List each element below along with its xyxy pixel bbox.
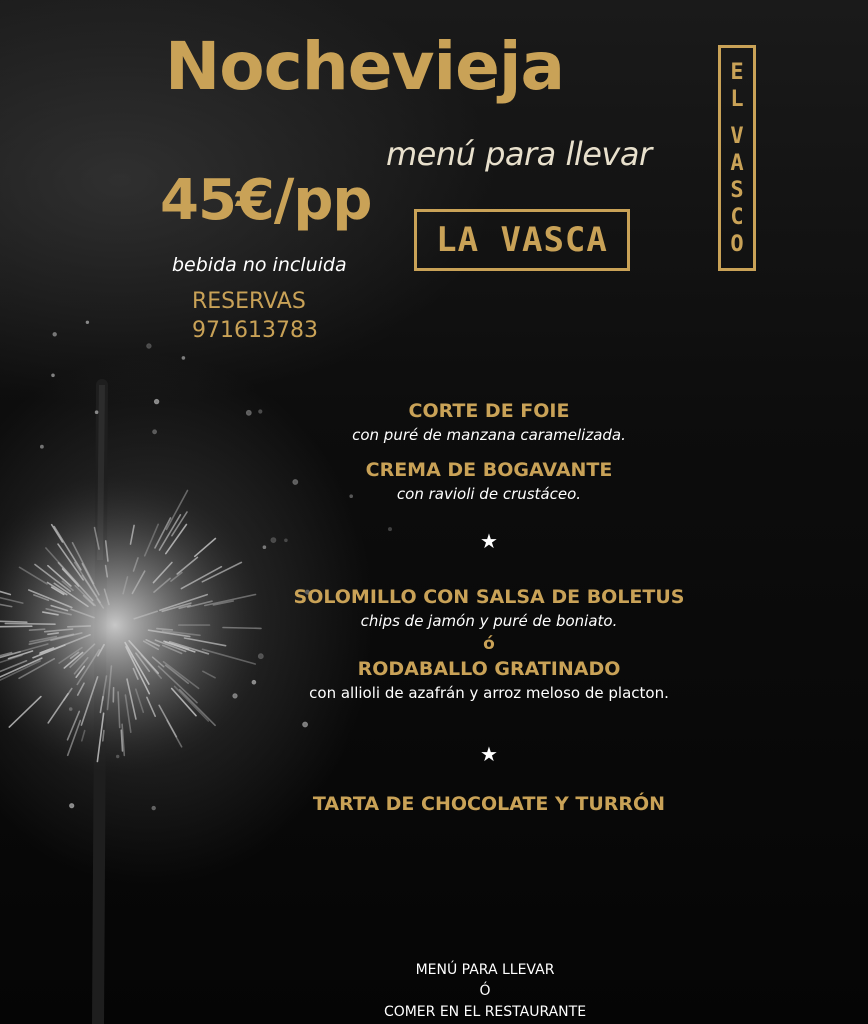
el-vasco-letter: O <box>730 231 744 257</box>
star-separator: ★ <box>480 742 498 766</box>
subtitle: menú para llevar <box>386 135 652 173</box>
dish-name: CREMA DE BOGAVANTE <box>365 459 613 481</box>
el-vasco-letter <box>730 113 743 123</box>
el-vasco-letter: S <box>730 177 744 203</box>
el-vasco-letter: E <box>730 59 744 85</box>
spark <box>68 626 91 627</box>
spark <box>0 626 32 627</box>
spark-dot <box>96 411 98 413</box>
drink-note: bebida no incluida <box>172 254 347 276</box>
star-separator: ★ <box>480 529 498 553</box>
dish-description: con puré de manzana caramelizada. <box>352 426 626 444</box>
dish-description: con allioli de azafrán y arroz meloso de placton. <box>309 684 669 702</box>
spark <box>103 731 104 741</box>
dish-name: RODABALLO GRATINADO <box>357 658 621 680</box>
footer-line: Ó <box>479 983 491 999</box>
menu-list <box>250 398 728 817</box>
dish-description: chips de jamón y puré de boniato. <box>360 612 618 630</box>
spark-dot <box>233 694 237 698</box>
el-vasco-logo <box>718 45 756 271</box>
footer <box>330 960 640 1023</box>
spark-dot <box>52 374 54 376</box>
spark <box>5 624 55 625</box>
dish-name: TARTA DE CHOCOLATE Y TURRÓN <box>312 793 666 815</box>
el-vasco-letter: A <box>730 150 744 176</box>
spark-dot <box>182 357 184 359</box>
spark-dot <box>87 321 89 323</box>
spark-dot <box>152 807 155 810</box>
dish-description: con ravioli de crustáceo. <box>396 485 582 503</box>
el-vasco-letter: L <box>730 86 744 112</box>
spark-dot <box>117 756 119 758</box>
phone-number: 971613783 <box>192 318 318 343</box>
dish-name: CORTE DE FOIE <box>408 400 570 422</box>
spark-dot <box>153 430 156 433</box>
spark-dot <box>41 446 43 448</box>
reservations <box>192 287 318 345</box>
la-vasca-logo <box>414 209 630 271</box>
footer-line: COMER EN EL RESTAURANTE <box>383 1004 587 1020</box>
footer-line: MENÚ PARA LLEVAR <box>415 962 555 978</box>
spark-dot <box>155 400 159 404</box>
or-separator: ó <box>483 634 495 654</box>
page-title: Nochevieja <box>165 28 565 105</box>
price: 45€/pp <box>160 168 372 233</box>
spark-dot <box>70 804 74 808</box>
spark <box>30 629 45 630</box>
la-vasca-logo-text: LA VASCA <box>436 220 608 260</box>
reservations-label: RESERVAS <box>192 289 306 314</box>
el-vasco-letter: V <box>730 123 744 149</box>
spark-dot <box>70 708 72 710</box>
spark-dot <box>147 344 151 348</box>
el-vasco-letter: C <box>730 204 744 230</box>
spark-dot <box>53 333 56 336</box>
dish-name: SOLOMILLO CON SALSA DE BOLETUS <box>293 586 685 608</box>
